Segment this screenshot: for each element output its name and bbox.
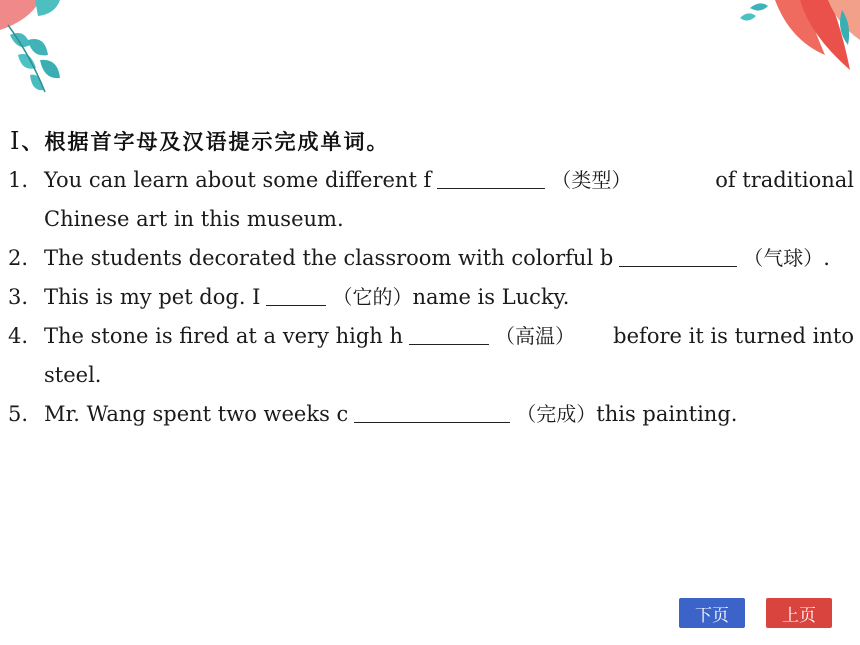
chinese-hint: （完成） [516, 402, 597, 426]
answer-blank[interactable] [266, 283, 326, 306]
question-1 [8, 161, 854, 239]
answer-blank[interactable] [409, 322, 489, 345]
answer-blank[interactable] [354, 400, 510, 423]
chinese-hint: （类型） [551, 168, 632, 192]
question-text: You can learn about some different f [44, 168, 432, 192]
question-text: This is my pet dog. I [44, 285, 261, 309]
question-number: 4. [8, 324, 29, 348]
next-page-button[interactable]: 下页 [679, 598, 745, 628]
previous-page-button[interactable]: 上页 [766, 598, 832, 628]
section-heading [10, 126, 389, 156]
question-text-end: name is Lucky. [412, 285, 570, 309]
question-text-end: . [823, 246, 830, 270]
chinese-hint: （气球） [743, 246, 824, 270]
question-number: 3. [8, 285, 29, 309]
section-number: Ⅰ [10, 127, 22, 155]
leaf-decoration-top-right [730, 0, 860, 75]
question-5 [8, 395, 854, 434]
question-number: 2. [8, 246, 29, 270]
answer-blank[interactable] [437, 166, 545, 189]
question-text: The students decorated the classroom with colorful b [44, 246, 614, 270]
question-text-continued: Chinese art in this museum. [44, 207, 344, 231]
leaf-decoration-top-left [0, 0, 90, 95]
question-number: 1. [8, 168, 29, 192]
question-4 [8, 317, 854, 395]
chinese-hint: （高温） [495, 324, 575, 348]
question-text-end: of traditional [715, 168, 854, 192]
question-number: 5. [8, 402, 29, 426]
section-title: 、根据首字母及汉语提示完成单词。 [21, 130, 390, 154]
question-3 [8, 278, 854, 317]
question-text-end: this painting. [596, 402, 738, 426]
answer-blank[interactable] [619, 244, 737, 267]
question-text-continued: steel. [44, 363, 102, 387]
question-2 [8, 239, 854, 278]
question-text-end: before it is turned into [613, 324, 854, 348]
chinese-hint: （它的） [332, 285, 413, 309]
question-text: The stone is fired at a very high h [44, 324, 403, 348]
question-text: Mr. Wang spent two weeks c [44, 402, 349, 426]
